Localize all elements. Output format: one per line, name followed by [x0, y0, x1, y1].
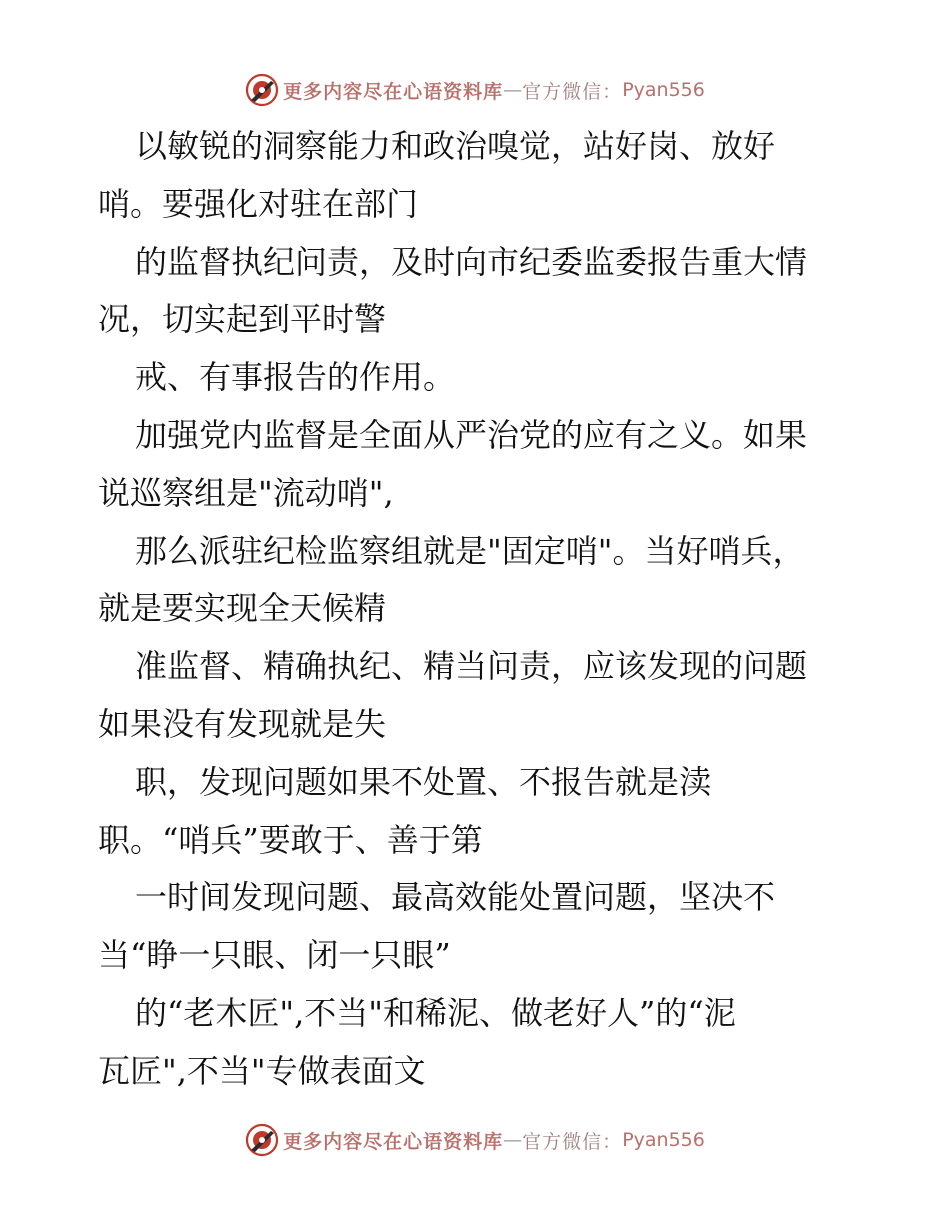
watermark-wechat-id: Pyan556 — [622, 79, 705, 101]
watermark-text: 更多内容尽在心语资料库 — [283, 1130, 504, 1153]
header-watermark — [0, 70, 950, 110]
text-line: 况，切实起到平时警 — [98, 300, 387, 339]
text-line: 一时间发现问题、最高效能处置问题，坚决不 — [135, 878, 776, 917]
text-line: 的监督执纪问责，及时向市纪委监委报告重大情 — [135, 242, 808, 281]
text-line: 如果没有发现就是失 — [98, 704, 387, 743]
text-line: 的“老木匠",不当"和稀泥、做老好人”的“泥 — [135, 993, 736, 1032]
text-line: 准监督、精确执纪、精当问责，应该发现的问题 — [135, 647, 808, 686]
text-line: 戒、有事报告的作用。 — [135, 358, 456, 397]
watermark-dash: — — [503, 79, 523, 101]
watermark-wechat-id: Pyan556 — [622, 1129, 705, 1151]
watermark-dash: — — [503, 1129, 523, 1151]
text-line: 就是要实现全天候精 — [98, 589, 387, 628]
watermark-label: 官方微信： — [522, 1130, 623, 1153]
logo-icon — [245, 1123, 279, 1157]
text-line: 那么派驻纪检监察组就是"固定哨"。当好哨兵， — [135, 531, 805, 570]
text-line: 职。“哨兵”要敢于、善于第 — [98, 820, 483, 859]
text-line: 职，发现问题如果不处置、不报告就是渎 — [135, 762, 712, 801]
text-line: 加强党内监督是全面从严治党的应有之义。如果 — [135, 415, 808, 454]
body-text — [98, 118, 888, 1101]
text-line: 瓦匠",不当"专做表面文 — [98, 1051, 426, 1090]
watermark-label: 官方微信： — [522, 80, 623, 103]
footer-watermark — [0, 1120, 950, 1160]
logo-icon — [245, 73, 279, 107]
text-line: 说巡察组是"流动哨", — [98, 473, 394, 512]
watermark-text: 更多内容尽在心语资料库 — [283, 80, 504, 103]
text-line: 当“睁一只眼、闭一只眼” — [98, 936, 451, 975]
text-line: 以敏锐的洞察能力和政治嗅觉，站好岗、放好 — [135, 127, 776, 165]
text-line: 哨。要强化对驻在部门 — [98, 184, 419, 223]
